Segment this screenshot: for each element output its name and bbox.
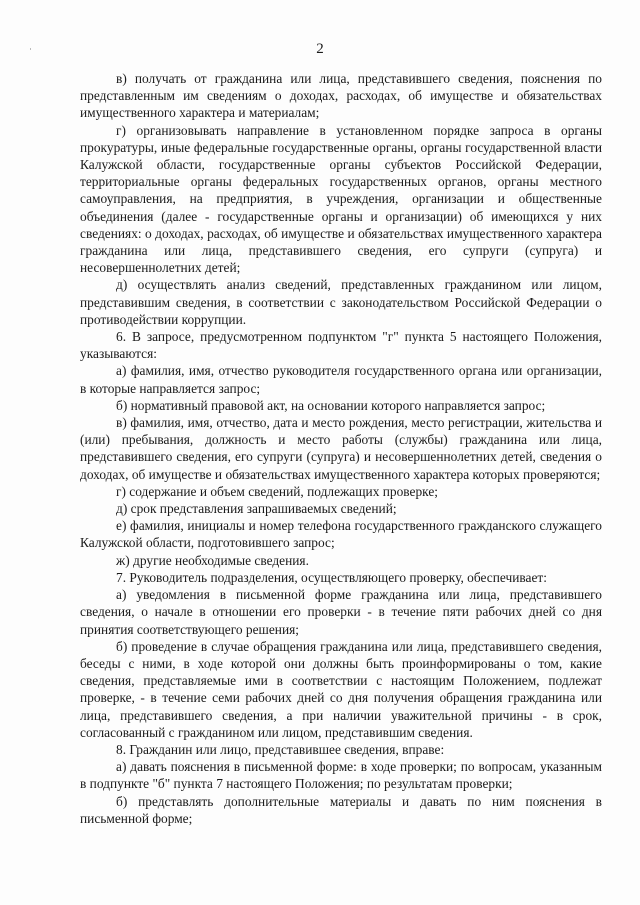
- paragraph-7a: а) уведомления в письменной форме гражданина или лица, представившего сведения, о начале в отношении его проверки - в течение пяти рабочих дней со дня принятия соответствующего решения;: [80, 587, 602, 637]
- paragraph-6: 6. В запросе, предусмотренном подпунктом "г" пункта 5 настоящего Положения, указываются:: [80, 329, 602, 362]
- paragraph-8: 8. Гражданин или лицо, представившее сведения, вправе:: [116, 741, 445, 757]
- paragraph-8b: б) представлять дополнительные материалы и давать по ним пояснения в письменной форме;: [80, 793, 602, 826]
- paragraph-6d: д) срок представления запрашиваемых сведений;: [116, 501, 397, 517]
- paragraph-5d: д) осуществлять анализ сведений, представленных гражданином или лицом, представившим сведения, в соответствии с законодательством Российской Федерации о противодействии коррупции.: [80, 277, 602, 327]
- page-number: 2: [316, 41, 324, 57]
- paragraph-6a: а) фамилия, имя, отчество руководителя государственного органа или организации, в которые направляется запрос;: [80, 363, 602, 396]
- paragraph-5v: в) получать от гражданина или лица, представившего сведения, пояснения по представленным им сведениям о доходах, расходах, об имуществе и обязательствах имущественного характера и материалам;: [80, 71, 602, 121]
- paragraph-6b: б) нормативный правовой акт, на основании которого направляется запрос;: [116, 397, 546, 413]
- document-body: [80, 70, 602, 827]
- paragraph-5g: г) организовывать направление в установленном порядке запроса в органы прокуратуры, иные федеральные государственные органы, органы государственной власти Калужской области, государственные органы субъектов Российской Федерации, территориальные органы федеральных государственных органов, органы местного самоуправления, на предприятия, в учреждения, организации и общественные объединения (далее - государственные органы и организации) об имеющихся у них сведениях: о доходах, расходах, об имуществе и обязательствах имущественного характера гражданина или лица, представившего сведения, его супруги (супруга) и несовершеннолетних детей;: [80, 122, 602, 276]
- paragraph-7: 7. Руководитель подразделения, осуществляющего проверку, обеспечивает:: [116, 569, 548, 585]
- paragraph-6g: г) содержание и объем сведений, подлежащих проверке;: [116, 483, 439, 499]
- paragraph-7b: б) проведение в случае обращения гражданина или лица, представившего сведения, беседы с ними, в ходе которой они должны быть проинформированы о том, какие сведения, представляемые ими в соответствии с настоящим Положением, подлежат проверке, - в течение семи рабочих дней со дня получения обращения гражданина или лица, представившего сведения, а при наличии уважительной причины - в срок, согласованный с гражданином или лицом, представившим сведения.: [80, 638, 602, 740]
- paragraph-6v: в) фамилия, имя, отчество, дата и место рождения, место регистрации, жительства и (или) пребывания, должность и место работы (службы) гражданина или лица, представившего сведения, его супруги (супруга) и несовершеннолетних детей, сведения о доходах, об имуществе и обязательствах имущественного характера которых проверяются;: [80, 415, 602, 482]
- paragraph-6e: е) фамилия, инициалы и номер телефона государственного гражданского служащего Калужской области, подготовившего запрос;: [80, 518, 602, 551]
- paragraph-6zh: ж) другие необходимые сведения.: [116, 552, 309, 568]
- paragraph-8a: а) давать пояснения в письменной форме: в ходе проверки; по вопросам, указанным в подпункте "б" пункта 7 настоящего Положения; по результатам проверки;: [80, 759, 602, 792]
